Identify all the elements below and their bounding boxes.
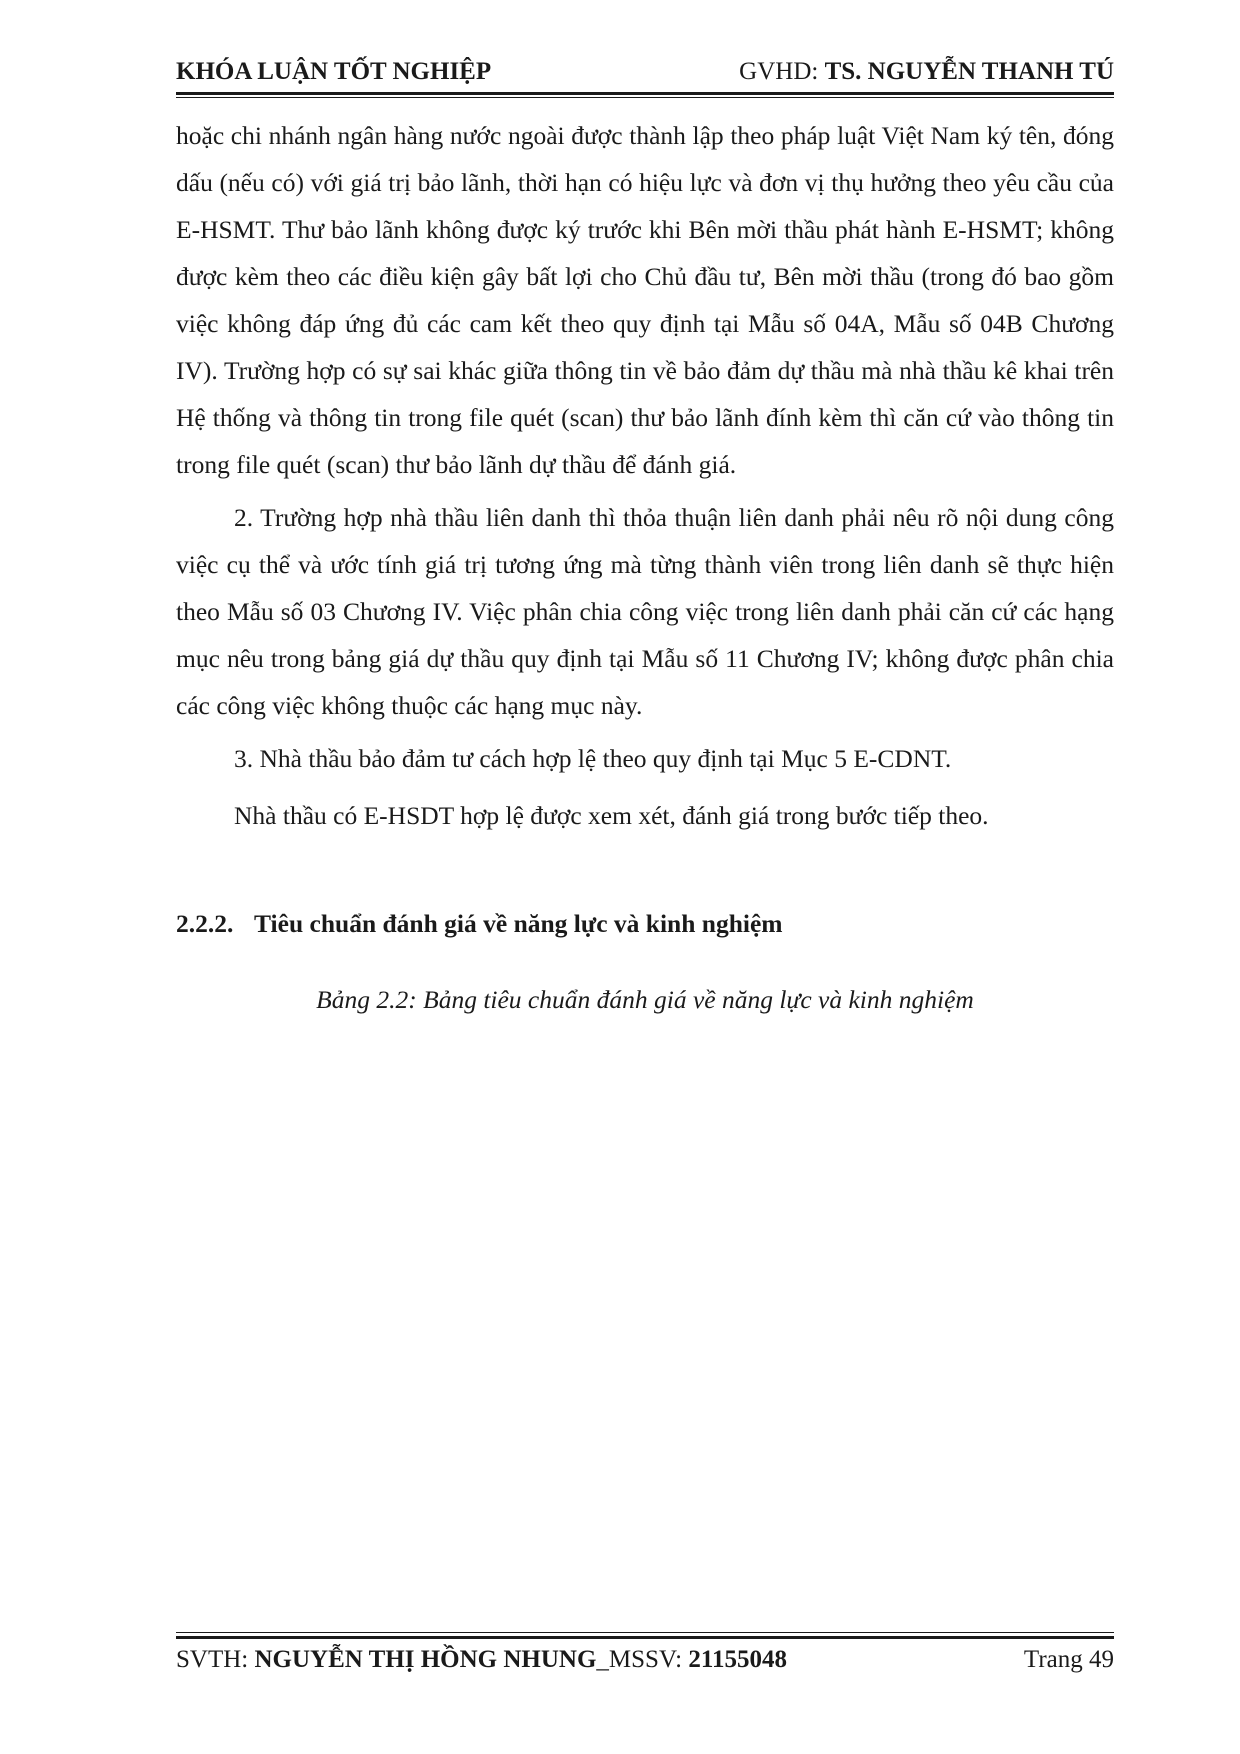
paragraph-4: Nhà thầu có E-HSDT hợp lệ được xem xét, đánh giá trong bước tiếp theo. [234, 801, 989, 830]
body-text [176, 112, 1114, 839]
section-title: Tiêu chuẩn đánh giá về năng lực và kinh nghiệm [254, 909, 783, 938]
footer-rule-thin [176, 1632, 1114, 1633]
paragraph-2: 2. Trường hợp nhà thầu liên danh thì thỏa thuận liên danh phải nêu rõ nội dung công việc cụ thể và ước tính giá trị tương ứng mà từng thành viên trong liên danh sẽ thực hiện theo Mẫu số 03 Chương IV. Việc phân chia công việc trong liên danh phải căn cứ các hạng mục nêu trong bảng giá dự thầu quy định tại Mẫu số 11 Chương IV; không được phân chia các công việc không thuộc các hạng mục này. [176, 503, 1114, 720]
header-rule-thick [176, 92, 1114, 95]
table-caption: Bảng 2.2: Bảng tiêu chuẩn đánh giá về năng lực và kinh nghiệm [316, 985, 974, 1014]
paragraph-1: hoặc chi nhánh ngân hàng nước ngoài được thành lập theo pháp luật Việt Nam ký tên, đóng dấu (nếu có) với giá trị bảo lãnh, thời hạn có hiệu lực và đơn vị thụ hưởng theo yêu cầu của E-HSMT. Thư bảo lãnh không được ký trước khi Bên mời thầu phát hành E-HSMT; không được kèm theo các điều kiện gây bất lợi cho Chủ đầu tư, Bên mời thầu (trong đó bao gồm việc không đáp ứng đủ các cam kết theo quy định tại Mẫu số 04A, Mẫu số 04B Chương IV). Trường hợp có sự sai khác giữa thông tin về bảo đảm dự thầu mà nhà thầu kê khai trên Hệ thống và thông tin trong file quét (scan) thư bảo lãnh đính kèm thì căn cứ vào thông tin trong file quét (scan) thư bảo lãnh dự thầu để đánh giá. [176, 121, 1114, 479]
page-footer [176, 1642, 1114, 1678]
header-rule-thin [176, 97, 1114, 98]
svth-prefix: SVTH: [176, 1646, 255, 1673]
page-header [176, 54, 1114, 90]
supervisor-label [739, 54, 1114, 90]
student-info [176, 1642, 787, 1678]
section-heading [176, 904, 783, 944]
supervisor-name: TS. NGUYỄN THANH TÚ [824, 58, 1114, 85]
section-number: 2.2.2. [176, 909, 234, 938]
paragraph-3: 3. Nhà thầu bảo đảm tư cách hợp lệ theo quy định tại Mục 5 E-CDNT. [234, 744, 952, 773]
thesis-title: KHÓA LUẬN TỐT NGHIỆP [176, 58, 492, 85]
student-name: NGUYỄN THỊ HỒNG NHUNG [254, 1646, 597, 1673]
mssv-prefix: _MSSV: [596, 1646, 689, 1673]
supervisor-prefix: GVHD: [739, 58, 825, 85]
student-id: 21155048 [688, 1646, 787, 1673]
page-number: Trang 49 [1023, 1646, 1114, 1673]
footer-rule-thick [176, 1636, 1114, 1639]
